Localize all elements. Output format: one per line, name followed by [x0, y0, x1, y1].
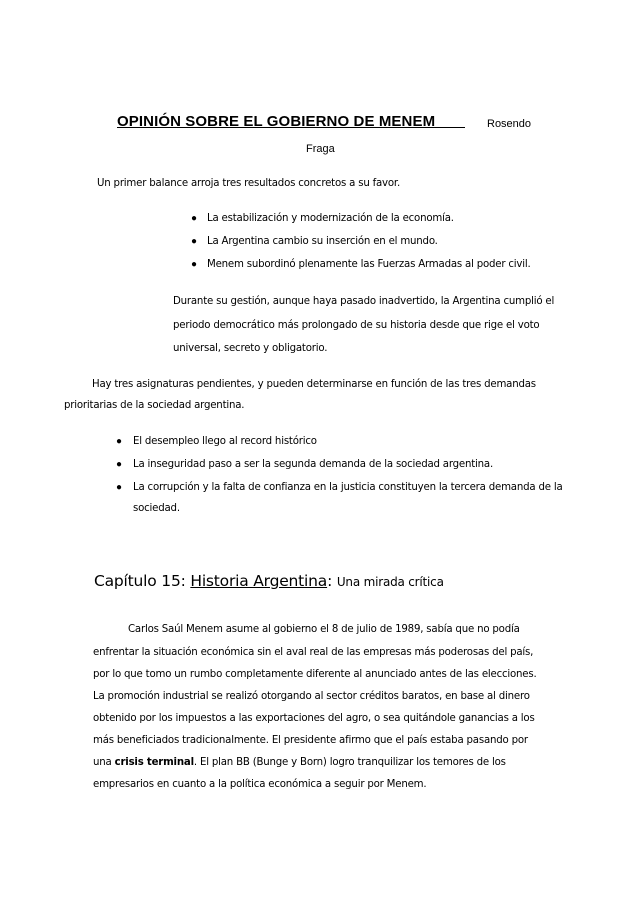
democracy-line: universal, secreto y obligatorio. [173, 343, 328, 354]
pending-intro-line: prioritarias de la sociedad argentina. [64, 400, 245, 411]
pending-item: La corrupción y la falta de confianza en la justicia constituyen la tercera demanda de la [133, 482, 563, 493]
chapter-line: por lo que tomo un rumbo completamente diferente al anunciado antes de las elecciones. [93, 669, 537, 680]
democracy-line: periodo democrático más prolongado de su historia desde que rige el voto [173, 320, 540, 331]
bullet-icon: ● [116, 482, 123, 493]
bullet-icon: ● [191, 259, 198, 270]
author-first-name: Rosendo [487, 118, 532, 130]
bullet-icon: ● [191, 213, 198, 224]
bullet-icon: ● [116, 436, 123, 447]
chapter-line: enfrentar la situación económica sin el aval real de las empresas más poderosas del país, [93, 647, 534, 658]
pending-intro-line: Hay tres asignaturas pendientes, y pueden determinarse en función de las tres demandas [92, 379, 536, 390]
bullet-icon: ● [116, 459, 123, 470]
page-title [117, 113, 465, 130]
pending-item: La inseguridad paso a ser la segunda demanda de la sociedad argentina. [133, 459, 494, 470]
chapter-line: más beneficiados tradicionalmente. El presidente afirmo que el país estaba pasando por [93, 735, 528, 746]
pending-item: El desempleo llego al record histórico [133, 436, 317, 447]
intro-line: Un primer balance arroja tres resultados concretos a su favor. [97, 178, 401, 189]
line7-post: . El plan BB (Bunge y Born) logro tranquilizar los temores de los [193, 757, 506, 768]
chapter-line: La promoción industrial se realizó otorgando al sector créditos baratos, en base al dinero [93, 691, 530, 702]
author-last-name: Fraga [306, 143, 335, 155]
chapter-link[interactable]: Historia Argentina [190, 572, 328, 590]
title-underline-extension [435, 113, 465, 128]
result-item: Menem subordinó plenamente las Fuerzas Armadas al poder civil. [207, 259, 531, 270]
pending-item-continuation: sociedad. [133, 503, 180, 514]
result-item: La estabilización y modernización de la economía. [207, 213, 454, 224]
chapter-line: empresarios en cuanto a la política económica a seguir por Menem. [93, 779, 427, 790]
chapter-line: obtenido por los impuestos a las exportaciones del agro, o sea quitándole ganancias a los [93, 713, 535, 724]
result-item: La Argentina cambio su inserción en el mundo. [207, 236, 438, 247]
chapter-line: Carlos Saúl Menem asume al gobierno el 8 de julio de 1989, sabía que no podía [128, 624, 520, 635]
line7-pre: una [93, 757, 115, 768]
chapter-prefix: Capítulo 15: [94, 572, 191, 590]
democracy-line: Durante su gestión, aunque haya pasado inadvertido, la Argentina cumplió el [173, 296, 555, 307]
title-text: OPINIÓN SOBRE EL GOBIERNO DE MENEM [117, 113, 436, 130]
chapter-line [93, 757, 506, 768]
chapter-heading [94, 572, 444, 590]
chapter-subtitle: Una mirada crítica [336, 575, 444, 589]
chapter-colon: : [327, 572, 337, 590]
bullet-icon: ● [191, 236, 198, 247]
crisis-terminal-bold: crisis terminal [114, 757, 194, 768]
